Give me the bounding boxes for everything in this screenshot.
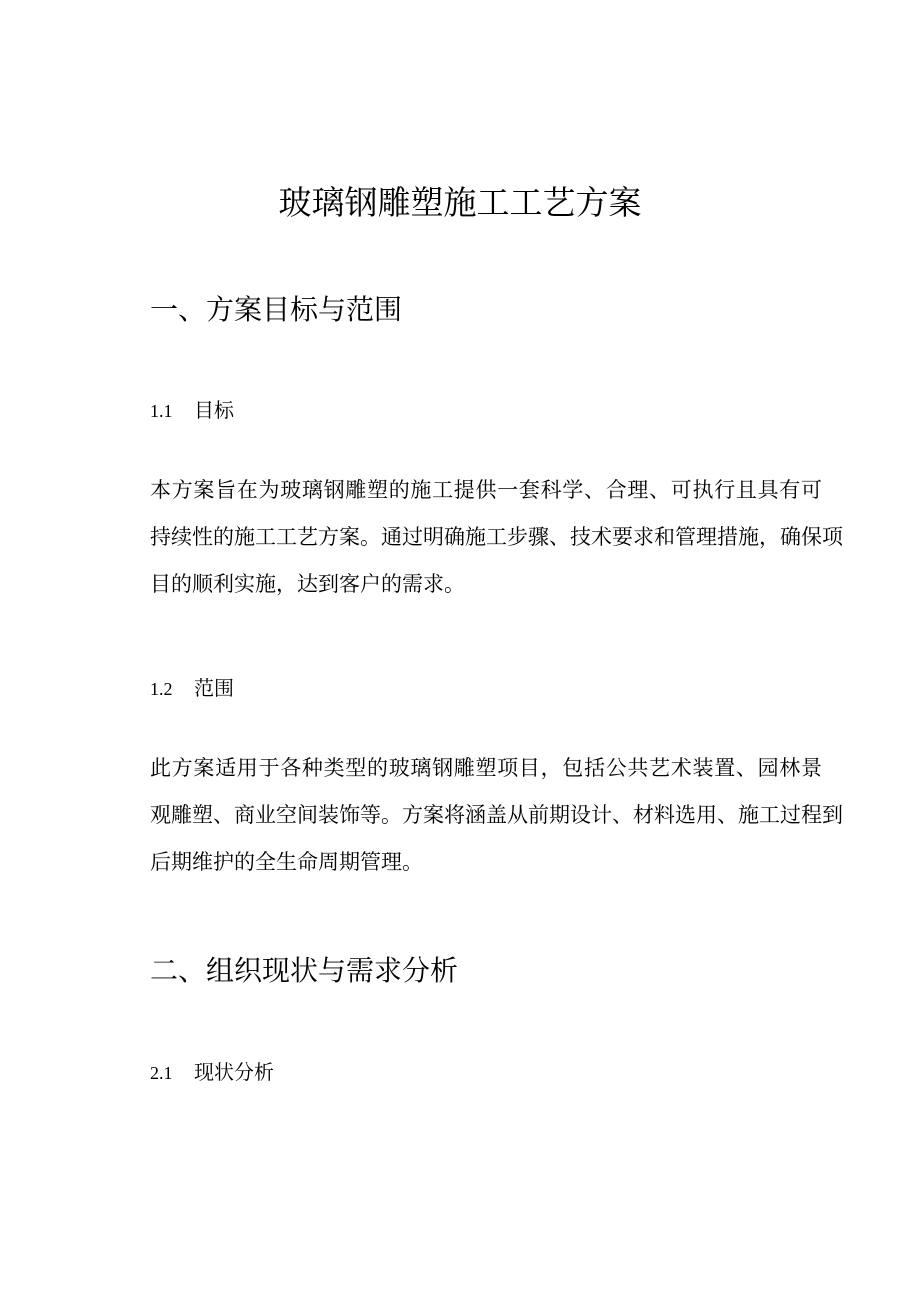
subsection-heading-2-1 <box>150 1058 274 1087</box>
paragraph-line: 持续性的施工工艺方案。通过明确施工步骤、技术要求和管理措施，确保项 <box>150 525 843 549</box>
paragraph-line: 此方案适用于各种类型的玻璃钢雕塑项目，包括公共艺术装置、园林景 <box>150 756 822 780</box>
document-title: 玻璃钢雕塑施工工艺方案 <box>278 183 642 222</box>
paragraph-scope <box>150 745 843 886</box>
subsection-title: 目标 <box>194 398 234 422</box>
subsection-title: 现状分析 <box>194 1060 274 1084</box>
subsection-number: 2.1 <box>150 1063 173 1083</box>
section-heading-1: 一、方案目标与范围 <box>150 293 403 326</box>
subsection-heading-1-1 <box>150 396 234 425</box>
section-heading-2: 二、组织现状与需求分析 <box>150 954 459 987</box>
subsection-number: 1.2 <box>150 679 173 699</box>
subsection-number: 1.1 <box>150 401 173 421</box>
paragraph-line: 观雕塑、商业空间装饰等。方案将涵盖从前期设计、材料选用、施工过程到 <box>150 803 843 827</box>
paragraph-line: 本方案旨在为玻璃钢雕塑的施工提供一套科学、合理、可执行且具有可 <box>150 478 822 502</box>
paragraph-line: 后期维护的全生命周期管理。 <box>150 850 423 874</box>
subsection-title: 范围 <box>194 676 234 700</box>
paragraph-goal <box>150 467 843 608</box>
subsection-heading-1-2 <box>150 674 234 703</box>
paragraph-line: 目的顺利实施，达到客户的需求。 <box>150 572 465 596</box>
